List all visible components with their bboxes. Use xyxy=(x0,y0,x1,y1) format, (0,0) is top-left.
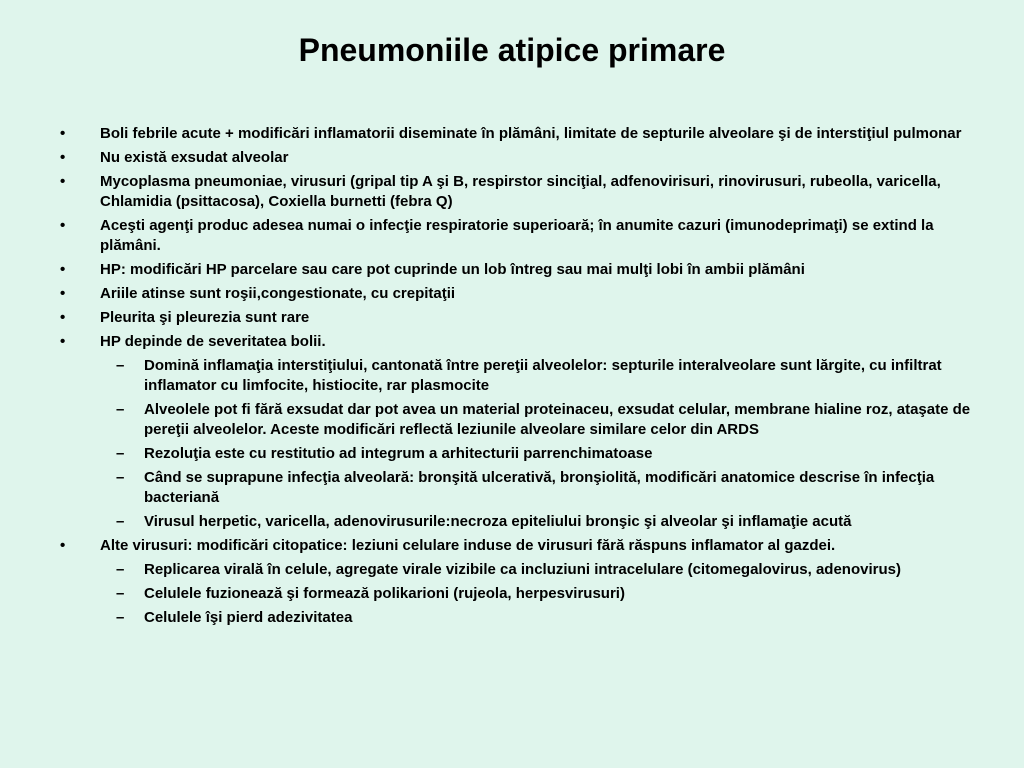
bullet-item xyxy=(0,536,980,556)
bullet-text: HP depinde de severitatea bolii. xyxy=(100,333,326,350)
dash-marker: – xyxy=(116,401,125,418)
bullet-item xyxy=(0,148,980,168)
bullet-item xyxy=(0,172,980,212)
bullet-text: Alveolele pot fi fără exsudat dar pot avea un material proteinaceu, exsudat celular, membrane hialine roz, ataşate de pereţii alveolelor. Aceste modificări reflectă leziunile alveolare similare celor din ARDS xyxy=(144,401,971,438)
bullet-text: Rezoluţia este cu restitutio ad integrum a arhitecturii parrenchimatoase xyxy=(144,445,653,462)
bullet-text: Celulele îşi pierd adezivitatea xyxy=(144,609,353,626)
dash-marker: – xyxy=(116,469,125,486)
bullet-marker: • xyxy=(60,149,66,166)
bullet-text: Când se suprapune infecţia alveolară: bronşită ulcerativă, bronşiolită, modificări anatomice descrise în infecţia bacteriană xyxy=(144,469,935,506)
bullet-item xyxy=(0,216,980,256)
sub-bullet-item xyxy=(0,356,980,396)
bullet-text: Alte virusuri: modificări citopatice: leziuni celulare induse de virusuri fără răspuns inflamator al gazdei. xyxy=(100,537,836,554)
bullet-text: Ariile atinse sunt roşii,congestionate, cu crepitaţii xyxy=(100,285,456,302)
bullet-marker: • xyxy=(60,285,66,302)
bullet-item xyxy=(0,332,980,352)
bullet-item xyxy=(0,308,980,328)
bullet-item xyxy=(0,284,980,304)
bullet-text: Aceşti agenţi produc adesea numai o infecţie respiratorie superioară; în anumite cazuri (imunodeprimaţi) se extind la plămâni. xyxy=(100,217,934,254)
dash-marker: – xyxy=(116,561,125,578)
bullet-text: Pleurita şi pleurezia sunt rare xyxy=(100,309,310,326)
bullet-marker: • xyxy=(60,333,66,350)
dash-marker: – xyxy=(116,357,125,374)
dash-marker: – xyxy=(116,513,125,530)
bullet-text: HP: modificări HP parcelare sau care pot cuprinde un lob întreg sau mai mulţi lobi în ambii plămâni xyxy=(100,261,805,278)
bullet-marker: • xyxy=(60,217,66,234)
bullet-text: Domină inflamaţia interstiţiului, cantonată între pereţii alveolelor: septurile interalveolare sunt lărgite, cu infiltrat inflamator cu limfocite, histiocite, rar plasmocite xyxy=(144,357,942,394)
sub-bullet-item xyxy=(0,584,980,604)
bullet-text: Virusul herpetic, varicella, adenovirusurile:necroza epiteliului bronşic şi alveolar şi inflamaţie acută xyxy=(144,513,852,530)
bullet-item xyxy=(0,260,980,280)
bullet-marker: • xyxy=(60,309,66,326)
bullet-text: Replicarea virală în celule, agregate virale vizibile ca incluziuni intracelulare (citomegalovirus, adenovirus) xyxy=(144,561,901,578)
bullet-marker: • xyxy=(60,261,66,278)
sub-bullet-item xyxy=(0,560,980,580)
sub-bullet-item xyxy=(0,512,980,532)
dash-marker: – xyxy=(116,445,125,462)
sub-bullet-item xyxy=(0,608,980,628)
slide-title: Pneumoniile atipice primare xyxy=(298,32,726,68)
bullet-marker: • xyxy=(60,125,66,142)
bullet-text: Celulele fuzionează şi formează polikarioni (rujeola, herpesvirusuri) xyxy=(144,585,625,602)
bullet-text: Nu există exsudat alveolar xyxy=(100,149,289,166)
bullet-item xyxy=(0,124,980,144)
sub-bullet-item xyxy=(0,444,980,464)
bullet-list xyxy=(0,124,1024,628)
sub-bullet-item xyxy=(0,468,980,508)
bullet-text: Mycoplasma pneumoniae, virusuri (gripal tip A şi B, respirstor sinciţial, adfenovirisuri, rinovirusuri, rubeolla, varicella, Chlamidia (psittacosa), Coxiella burnetti (febra Q) xyxy=(100,173,941,210)
bullet-marker: • xyxy=(60,537,66,554)
dash-marker: – xyxy=(116,585,125,602)
dash-marker: – xyxy=(116,609,125,626)
bullet-text: Boli febrile acute + modificări inflamatorii diseminate în plămâni, limitate de septurile alveolare şi de interstiţiul pulmonar xyxy=(100,125,962,142)
slide-body xyxy=(0,124,1024,632)
sub-bullet-item xyxy=(0,400,980,440)
bullet-marker: • xyxy=(60,173,66,190)
